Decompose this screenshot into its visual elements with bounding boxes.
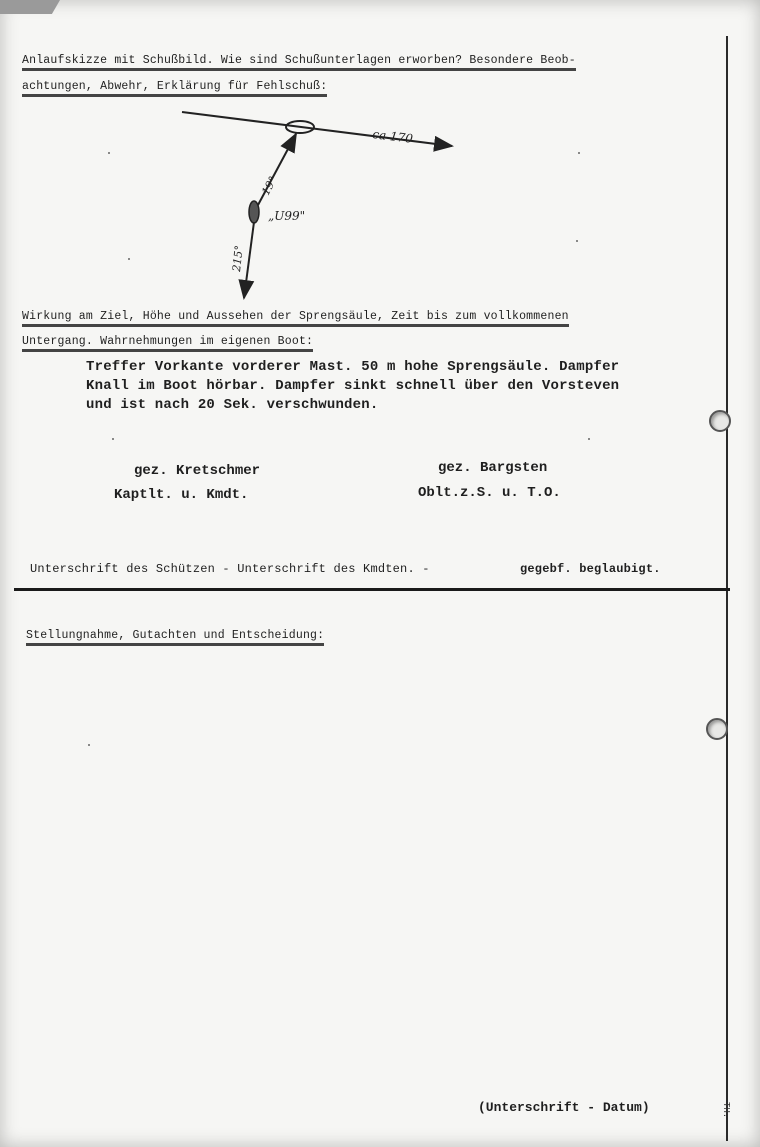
punch-hole-upper — [709, 410, 731, 432]
effect-header-line-1: Wirkung am Ziel, Höhe und Aussehen der Sprengsäule, Zeit bis zum vollkommenen — [22, 310, 569, 323]
course-label: ca 170 — [371, 127, 414, 146]
signature-left-name: gez. Kretschmer — [134, 463, 261, 479]
effect-header-line-2: Untergang. Wahrnehmungen im eigenen Boot: — [22, 335, 313, 348]
signature-right-name: gez. Bargsten — [438, 460, 548, 476]
paper-speck — [588, 438, 590, 440]
certified-label: gegebf. beglaubigt. — [520, 562, 661, 576]
effect-body-line-1: Treffer Vorkante vorderer Mast. 50 m hohe Sprengsäule. Dampfer — [86, 359, 620, 375]
signature-caption: Unterschrift des Schützen - Unterschrift des Kmdten. - — [30, 562, 430, 576]
sketch-header-line-2: achtungen, Abwehr, Erklärung für Fehlschuß: — [22, 80, 327, 93]
paper-speck — [108, 152, 110, 154]
own-course-line — [244, 222, 254, 298]
paper-speck — [576, 240, 578, 242]
angle-label: 19° — [259, 174, 280, 198]
uboat-icon — [249, 201, 259, 223]
boat-label: „U99" — [268, 209, 306, 223]
effect-body-line-2: Knall im Boot hörbar. Dampfer sinkt schnell über den Vorsteven — [86, 378, 620, 394]
paper-speck — [128, 258, 130, 260]
sketch-header-line-1: Anlaufskizze mit Schußbild. Wie sind Schußunterlagen erworben? Besondere Beob- — [22, 54, 576, 67]
attack-sketch — [0, 0, 760, 320]
margin-note: TH. — [721, 1102, 731, 1119]
effect-body-line-3: und ist nach 20 Sek. verschwunden. — [86, 397, 379, 413]
heading-label: 215° — [230, 244, 246, 273]
signature-left-rank: Kaptlt. u. Kmdt. — [114, 487, 249, 503]
statement-header: Stellungnahme, Gutachten und Entscheidung: — [26, 629, 324, 642]
paper-speck — [578, 152, 580, 154]
paper-speck — [112, 438, 114, 440]
signature-right-rank: Oblt.z.S. u. T.O. — [418, 485, 561, 501]
footer-signature-caption: (Unterschrift - Datum) — [478, 1100, 650, 1115]
section-divider — [14, 588, 730, 591]
punch-hole-lower — [706, 718, 728, 740]
paper-speck — [88, 744, 90, 746]
